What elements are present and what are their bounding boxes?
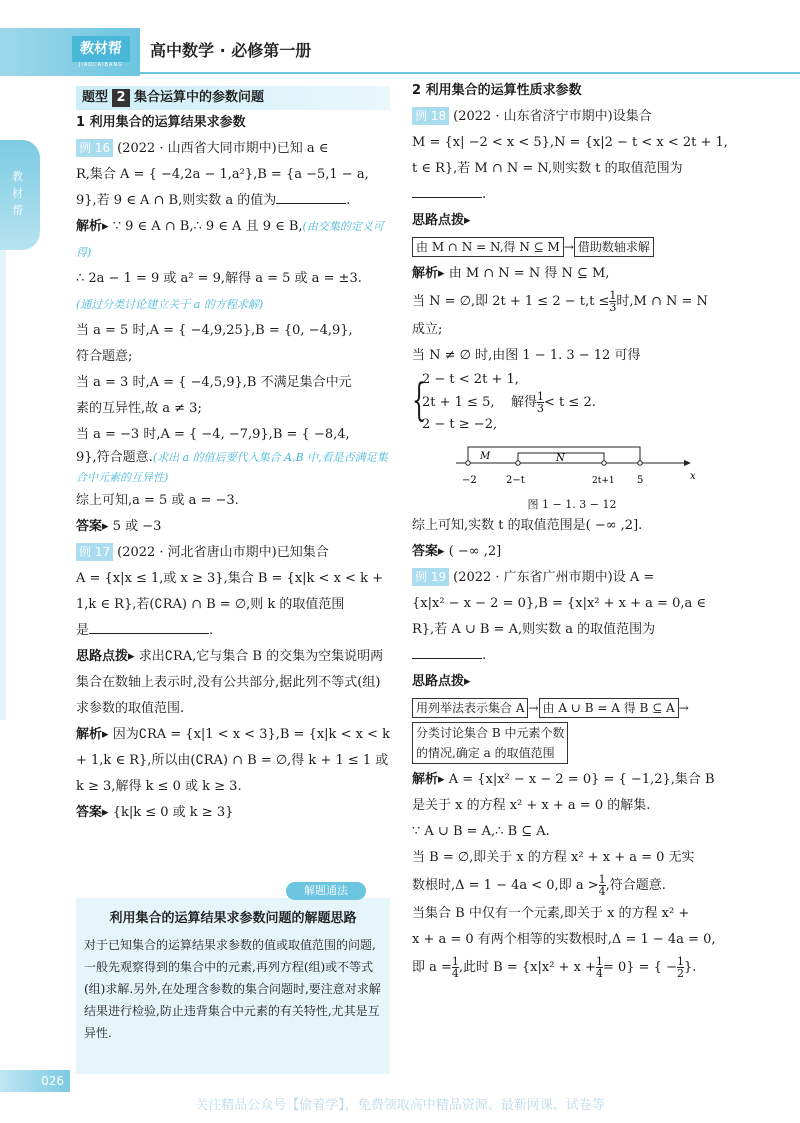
ex18-solution-2c: 成立;	[412, 322, 443, 337]
tick-2t-plus-1: 2t+1	[592, 476, 615, 486]
example-17-line-1: 例 17 (2022 · 河北省唐山市期中)已知集合	[76, 540, 390, 566]
tick-2-minus-t: 2−t	[506, 475, 525, 486]
example-18-blank-line: .	[412, 182, 732, 208]
problem-type-banner	[76, 86, 390, 110]
subsection-2: 2 利用集合的运算性质求参数	[412, 83, 582, 98]
fraction: $\frac{1}{2}$	[676, 955, 684, 980]
example-tag: 例 16	[76, 139, 113, 157]
ex19-solution-1b: 是关于 x 的方程 x² + x + a = 0 的解集.	[412, 798, 651, 813]
ex19-solution-2: ∵ A ∪ B = A,∴ B ⊆ A.	[412, 824, 550, 839]
number-line-figure	[412, 439, 732, 497]
fraction: $\frac{1}{3}$	[609, 289, 617, 314]
ex18-answer: 答案▸ ( −∞ ,2]	[412, 544, 502, 559]
side-tab-label: 教材帮	[12, 170, 23, 217]
method-body: 对于已知集合的运算结果求参数的值或取值范围的问题,一般先观察得到的集合中的元素,再列方程(组)或不等式(组)求解.另外,在处理含参数的集合问题时,要注意对求解结果进行检验,防止违背集合中元素的有关特性,尤其是互异性.	[84, 938, 381, 1040]
set-m-bracket	[468, 447, 640, 463]
ex17-answer: 答案▸ {k|k ≤ 0 或 k ≥ 3}	[76, 805, 234, 820]
example-19-line-1: 例 19 (2022 · 广东省广州市期中)设 A =	[412, 565, 732, 591]
axis-x-label: x	[690, 471, 696, 482]
ex19-solution-4: 当集合 B 中仅有一个元素,即关于 x 的方程 x² +	[412, 906, 690, 921]
ex18-solution-3: 当 N ≠ ∅ 时,由图 1 − 1. 3 − 12 可得	[412, 348, 641, 363]
ex19-solution-3b: 数根时,Δ = 1 − 4a < 0,即 a > $\frac{1}{4}$ ,符合题意.	[412, 873, 666, 898]
answer-blank	[89, 621, 209, 634]
example-tag: 例 18	[412, 107, 449, 125]
example-16-line-3: 9},若 9 ∈ A ∩ B,则实数 a 的值为 .	[76, 193, 351, 208]
answer-blank	[276, 191, 346, 204]
ex16-solution-1: 解析▸ ∵ 9 ∈ A ∩ B,∴ 9 ∈ A 且 9 ∈ B,(由交集的定义可得)	[76, 219, 384, 259]
ex19-solution-3: 当 B = ∅,即关于 x 的方程 x² + x + a = 0 无实	[412, 850, 695, 865]
example-19-line-3: R},若 A ∪ B = A,则实数 a 的取值范围为	[412, 622, 656, 637]
system-row-1: 2 − t < 2t + 1,	[422, 372, 519, 387]
number-line-svg	[412, 439, 732, 497]
example-18-line-3: t ∈ R},若 M ∩ N = N,则实数 t 的取值范围为	[412, 161, 683, 176]
answer-blank	[412, 185, 482, 198]
system-row-3: 2 − t ≥ −2,	[422, 417, 498, 432]
example-17-line-4: 是 .	[76, 623, 214, 638]
example-19-line-2: {x|x² − x − 2 = 0},B = {x|x² + x + a = 0,a ∈	[412, 596, 706, 611]
inequality-system	[412, 369, 732, 439]
book-logo-sub: JIAOCAIBANG	[78, 62, 124, 68]
flow-step: 由 M ∩ N = N,得 N ⊆ M	[412, 237, 564, 257]
ex16-solution-5b: 9},符合题意.(求出 a 的值后要代入集合 A,B 中,看是否满足集合中元素的互异性)	[76, 450, 388, 484]
example-18-line-1: 例 18 (2022 · 山东省济宁市期中)设集合	[412, 104, 732, 130]
tick-5: 5	[637, 475, 644, 486]
page-number: 026	[0, 1070, 70, 1092]
footer-watermark: 关注精品公众号【偷着学】，免费领取高中精品资源、最新网课、试卷等	[195, 1098, 605, 1113]
axis-arrow	[684, 460, 691, 466]
example-18-line-2: M = {x| −2 < x < 5},N = {x|2 − t < x < 2t + 1,	[412, 135, 728, 150]
method-tag: 解题通法	[286, 882, 366, 900]
method-title: 利用集合的运算结果求参数问题的解题思路	[109, 911, 357, 926]
figure-caption: 图 1 − 1. 3 − 12	[527, 498, 617, 511]
type-title: 集合运算中的参数问题	[134, 90, 265, 105]
ex16-solution-3b: 符合题意;	[76, 349, 133, 364]
flow-step: 用列举法表示集合 A	[412, 698, 528, 718]
fraction: $\frac{1}{3}$	[537, 390, 545, 415]
header-rule	[140, 72, 800, 74]
label-m: M	[480, 451, 491, 462]
ex18-flow: 由 M ∩ N = N,得 N ⊆ M → 借助数轴求解	[412, 234, 732, 261]
header-title: 高中数学 · 必修第一册	[150, 41, 312, 60]
ex16-solution-2: ∴ 2a − 1 = 9 或 a² = 9,解得 a = 5 或 a = ±3.	[76, 271, 362, 286]
ex16-conclusion: 综上可知,a = 5 或 a = −3.	[76, 493, 239, 508]
book-logo: 教材帮	[72, 36, 130, 62]
right-column	[412, 78, 732, 983]
example-17-line-3: 1,k ∈ R},若(∁RA) ∩ B = ∅,则 k 的取值范围	[76, 597, 345, 612]
fraction: $\frac{1}{4}$	[451, 955, 459, 980]
system-brace: {	[412, 375, 426, 426]
point-2t-plus-1	[602, 461, 606, 465]
ex18-conclusion: 综上可知,实数 t 的取值范围是( −∞ ,2].	[412, 518, 643, 533]
ex17-solution: 解析▸ 因为∁RA = {x|1 < x < 3},B = {x|k < x < k + 1,k ∈ R},所以由(∁RA) ∩ B = ∅,得 k + 1 ≤ 1 或 k ≥ 3,解得 k ≤ 0 或 k ≥ 3.	[76, 727, 390, 794]
system-row-2: 2t + 1 ≤ 5, 解得 $\frac{1}{3}$ < t ≤ 2.	[422, 390, 596, 415]
example-19-blank-line: .	[412, 643, 732, 669]
ex19-solution-1: 解析▸ A = {x|x² − x − 2 = 0} = { −1,2},集合 B	[412, 772, 715, 787]
example-tag: 例 17	[76, 543, 113, 561]
ex17-hint: 思路点拨▸ 求出∁RA,它与集合 B 的交集为空集说明两集合在数轴上表示时,没有公共部分,据此列不等式(组)求参数的取值范围.	[76, 649, 384, 716]
example-16-line-1: 例 16 (2022 · 山西省大同市期中)已知 a ∈	[76, 136, 390, 162]
example-tag: 例 19	[412, 568, 449, 586]
fraction: $\frac{1}{4}$	[595, 955, 603, 980]
answer-blank	[412, 646, 482, 659]
point-2-minus-t	[516, 461, 520, 465]
ex18-solution-2: 当 N = ∅,即 2t + 1 ≤ 2 − t,t ≤ $\frac{1}{3}$ 时,M ∩ N = N	[412, 289, 708, 314]
side-strip	[0, 250, 6, 720]
subsection-1: 1 利用集合的运算结果求参数	[76, 115, 246, 130]
example-17-line-2: A = {x|x ≤ 1,或 x ≥ 3},集合 B = {x|k < x < k +	[76, 571, 383, 586]
ex18-solution-1: 解析▸ 由 M ∩ N = N 得 N ⊆ M,	[412, 266, 610, 281]
ex19-flow-2: 分类讨论集合 B 中元素个数 的情况,确定 a 的取值范围	[412, 722, 568, 764]
ex19-solution-4c: 即 a = $\frac{1}{4}$ ,此时 B = {x|x² + x + $\frac{1}{4}$ = 0} = { − $\frac{1}{2}$ }.	[412, 955, 697, 980]
point-neg2	[466, 461, 470, 465]
example-16-line-2: R,集合 A = { −4,2a − 1,a²},B = {a −5,1 − a,	[76, 167, 369, 182]
label-n: N	[556, 453, 565, 464]
tick-neg2: −2	[462, 475, 477, 486]
type-label: 题型	[82, 90, 109, 105]
ex19-hint-label: 思路点拨▸	[412, 674, 471, 689]
fraction: $\frac{1}{4}$	[598, 873, 606, 898]
ex16-answer: 答案▸ 5 或 −3	[76, 519, 162, 534]
ex16-solution-3: 当 a = 5 时,A = { −4,9,25},B = {0, −4,9},	[76, 323, 353, 338]
flow-step: 由 A ∪ B = A 得 B ⊆ A	[539, 698, 679, 718]
ex19-flow-1: 用列举法表示集合 A → 由 A ∪ B = A 得 B ⊆ A →	[412, 695, 732, 722]
ex16-solution-5: 当 a = −3 时,A = { −4, −7,9},B = { −8,4,	[76, 427, 350, 442]
point-5	[638, 461, 642, 465]
type-number: 2	[112, 89, 130, 107]
ex16-solution-4: 当 a = 3 时,A = { −4,5,9},B 不满足集合中元	[76, 375, 352, 390]
ex18-hint-label: 思路点拨▸	[412, 213, 471, 228]
ex16-note-2: (通过分类讨论建立关于 a 的方程求解)	[76, 298, 264, 311]
flow-step: 借助数轴求解	[574, 237, 654, 257]
left-column	[76, 86, 390, 826]
ex19-solution-4b: x + a = 0 有两个相等的实数根时,Δ = 1 − 4a = 0,	[412, 932, 716, 947]
ex16-solution-4b: 素的互异性,故 a ≠ 3;	[76, 401, 202, 416]
